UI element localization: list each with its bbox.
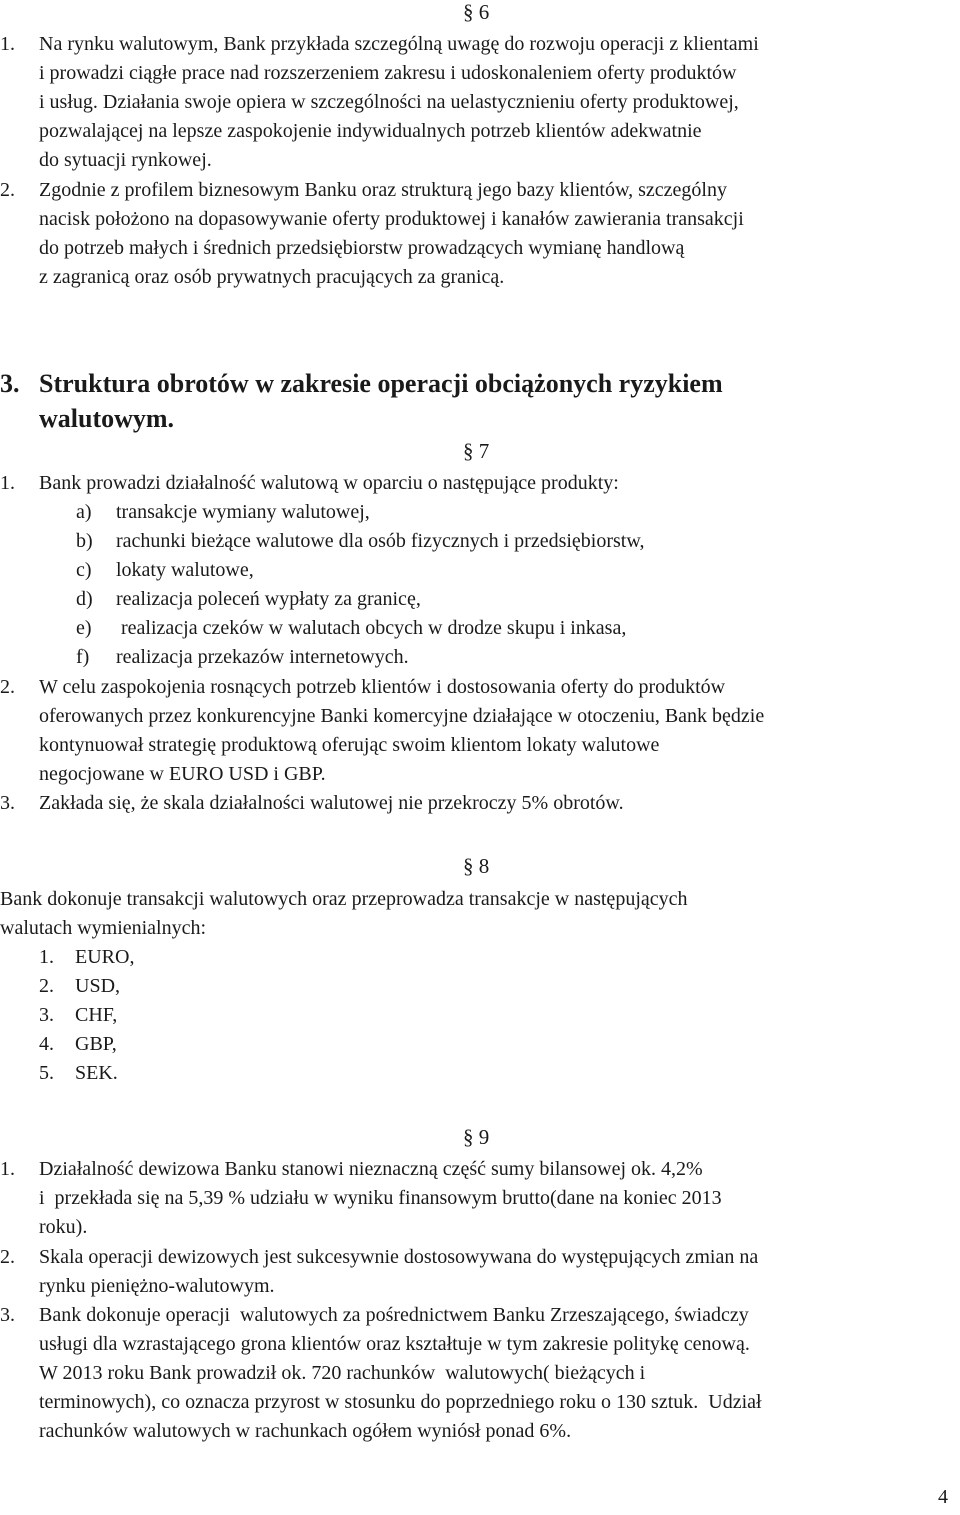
section-mark-6: § 6: [463, 0, 490, 24]
paragraph-line: rynku pieniężno-walutowym.: [39, 1275, 275, 1297]
paragraph-line: z zagranicą oraz osób prywatnych pracujących za granicą.: [39, 266, 505, 288]
currency-number: 2.: [39, 975, 54, 997]
paragraph-line: negocjowane w EURO USD i GBP.: [39, 763, 326, 785]
currency-item: [39, 972, 120, 1001]
list-item: [76, 498, 370, 527]
list-item-text: realizacja czeków w walutach obcych w drodze skupu i inkasa,: [116, 617, 627, 639]
currency-item: [39, 943, 134, 972]
paragraph-line: W 2013 roku Bank prowadził ok. 720 rachunków walutowych( bieżących i: [39, 1362, 646, 1384]
list-item-text: transakcje wymiany walutowej,: [116, 501, 370, 523]
list-item-label: b): [76, 530, 93, 552]
paragraph-number: 3.: [0, 1304, 15, 1326]
paragraph-line: Zgodnie z profilem biznesowym Banku oraz strukturą jego bazy klientów, szczególny: [39, 179, 727, 201]
paragraph-number: 2.: [0, 179, 15, 201]
list-item: [76, 585, 421, 614]
paragraph-line: terminowych), co oznacza przyrost w stosunku do poprzedniego roku o 130 sztuk. Udział: [39, 1391, 762, 1413]
paragraph-line: Bank prowadzi działalność walutową w oparciu o następujące produkty:: [39, 472, 619, 494]
page-number: 4: [938, 1486, 948, 1508]
paragraph-line: Na rynku walutowym, Bank przykłada szczególną uwagę do rozwoju operacji z klientami: [39, 33, 759, 55]
section-heading: walutowym.: [39, 404, 175, 433]
paragraph-line: Bank dokonuje transakcji walutowych oraz przeprowadza transakcje w następujących: [0, 888, 688, 910]
section-mark-9: § 9: [463, 1125, 490, 1149]
currency-number: 3.: [39, 1004, 54, 1026]
heading-number: 3.: [0, 369, 20, 398]
paragraph-line: do sytuacji rynkowej.: [39, 149, 212, 171]
list-item: [76, 527, 645, 556]
list-item-label: d): [76, 588, 93, 610]
paragraph-number: 1.: [0, 472, 15, 494]
currency-item: [39, 1001, 117, 1030]
paragraph-line: i przekłada się na 5,39 % udziału w wyniku finansowym brutto(dane na koniec 2013: [39, 1187, 722, 1209]
currency-item: [39, 1030, 117, 1059]
list-item: [76, 643, 409, 672]
paragraph-line: i usług. Działania swoje opiera w szczególności na uelastycznieniu oferty produktowej,: [39, 91, 739, 113]
paragraph-line: usługi dla wzrastającego grona klientów oraz kształtuje w tym zakresie politykę cenową.: [39, 1333, 750, 1355]
paragraph-line: nacisk położono na dopasowywanie oferty produktowej i kanałów zawierania transakcji: [39, 208, 744, 230]
list-item-label: f): [76, 646, 90, 668]
list-item-text: lokaty walutowe,: [116, 559, 254, 581]
paragraph-line: roku).: [39, 1216, 88, 1238]
list-item-text: rachunki bieżące walutowe dla osób fizycznych i przedsiębiorstw,: [116, 530, 645, 552]
list-item-text: realizacja poleceń wypłaty za granicę,: [116, 588, 421, 610]
paragraph-line: Zakłada się, że skala działalności walutowej nie przekroczy 5% obrotów.: [39, 792, 624, 814]
currency-code: EURO,: [75, 946, 135, 968]
section-heading: Struktura obrotów w zakresie operacji obciążonych ryzykiem: [39, 369, 723, 398]
paragraph-line: Skala operacji dewizowych jest sukcesywnie dostosowywana do występujących zmian na: [39, 1246, 759, 1268]
paragraph-number: 1.: [0, 33, 15, 55]
paragraph-line: rachunków walutowych w rachunkach ogółem wyniósł ponad 6%.: [39, 1420, 572, 1442]
currency-code: CHF,: [75, 1004, 118, 1026]
currency-number: 1.: [39, 946, 54, 968]
currency-code: SEK.: [75, 1062, 118, 1084]
section-mark-8: § 8: [463, 854, 490, 878]
paragraph-line: do potrzeb małych i średnich przedsiębiorstw prowadzących wymianę handlową: [39, 237, 685, 259]
paragraph-number: 3.: [0, 792, 15, 814]
currency-number: 5.: [39, 1062, 54, 1084]
paragraph-line: kontynuował strategię produktową oferując swoim klientom lokaty walutowe: [39, 734, 660, 756]
currency-item: [39, 1059, 118, 1088]
paragraph-line: Działalność dewizowa Banku stanowi nieznaczną część sumy bilansowej ok. 4,2%: [39, 1158, 703, 1180]
list-item-text: realizacja przekazów internetowych.: [116, 646, 409, 668]
paragraph-number: 1.: [0, 1158, 15, 1180]
paragraph-number: 2.: [0, 1246, 15, 1268]
list-item-label: a): [76, 501, 92, 523]
paragraph-line: Bank dokonuje operacji walutowych za pośrednictwem Banku Zrzeszającego, świadczy: [39, 1304, 749, 1326]
list-item-label: c): [76, 559, 92, 581]
paragraph-line: i prowadzi ciągłe prace nad rozszerzeniem zakresu i udoskonaleniem oferty produktów: [39, 62, 737, 84]
list-item: [76, 614, 626, 643]
paragraph-line: pozwalającej na lepsze zaspokojenie indywidualnych potrzeb klientów adekwatnie: [39, 120, 702, 142]
paragraph-line: oferowanych przez konkurencyjne Banki komercyjne działające w otoczeniu, Bank będzie: [39, 705, 765, 727]
paragraph-line: walutach wymienialnych:: [0, 917, 207, 939]
currency-code: USD,: [75, 975, 121, 997]
paragraph-number: 2.: [0, 676, 15, 698]
currency-code: GBP,: [75, 1033, 117, 1055]
section-mark-7: § 7: [463, 439, 490, 463]
paragraph-line: W celu zaspokojenia rosnących potrzeb klientów i dostosowania oferty do produktów: [39, 676, 726, 698]
list-item: [76, 556, 254, 585]
currency-number: 4.: [39, 1033, 54, 1055]
list-item-label: e): [76, 617, 92, 639]
